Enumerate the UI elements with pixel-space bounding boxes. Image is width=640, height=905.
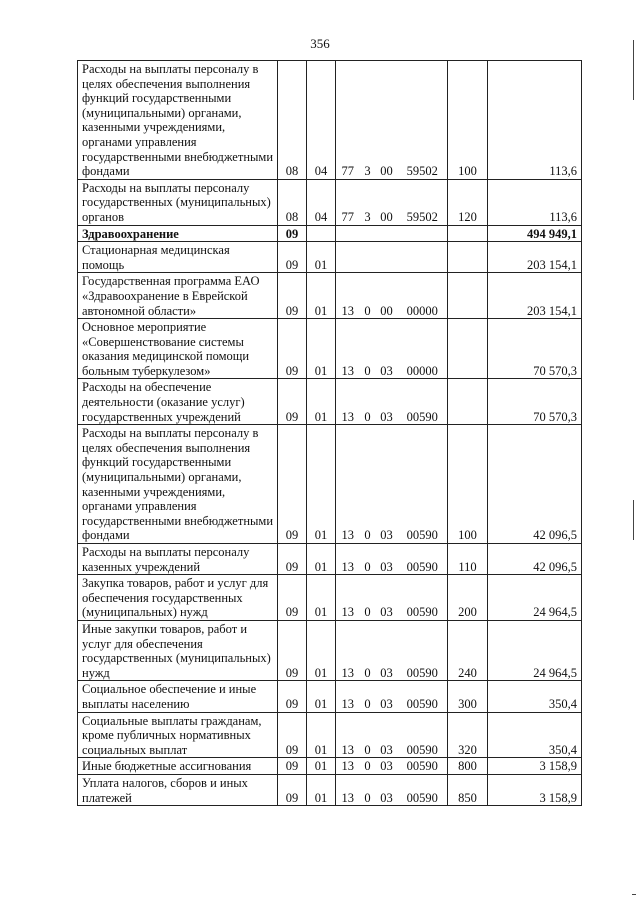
section-code-cell: 09 — [278, 379, 307, 425]
program-code-cell — [336, 225, 360, 242]
subsection-code-cell: 01 — [307, 774, 336, 805]
row-name-cell: Основное мероприятие «Совершенствование системы оказания медицинской помощи больным туберкулезом» — [78, 319, 278, 379]
article-code-cell: 00590 — [398, 575, 448, 621]
program-code-cell: 13 — [336, 273, 360, 319]
amount-cell: 3 158,9 — [488, 758, 582, 775]
article-code-cell: 59502 — [398, 179, 448, 225]
subprogram-code-cell: 03 — [376, 712, 398, 758]
table-row — [78, 273, 582, 319]
subsection-code-cell — [307, 225, 336, 242]
row-name-cell: Социальное обеспечение и иные выплаты населению — [78, 681, 278, 712]
amount-cell: 113,6 — [488, 61, 582, 180]
row-name-cell: Расходы на обеспечение деятельности (оказание услуг) государственных учреждений — [78, 379, 278, 425]
section-code-cell: 08 — [278, 61, 307, 180]
article-code-cell: 00590 — [398, 620, 448, 680]
program-code-cell: 13 — [336, 319, 360, 379]
subsection-code-cell: 01 — [307, 681, 336, 712]
expense-type-cell — [448, 242, 488, 273]
subsection-code-cell: 01 — [307, 712, 336, 758]
table-row — [78, 544, 582, 575]
row-name-cell: Расходы на выплаты персоналу в целях обеспечения выполнения функций государственными (муниципальными) органами, казенными учреждениями, органами управления государственными внебюджетными фондами — [78, 425, 278, 544]
subsection-code-cell: 01 — [307, 544, 336, 575]
amount-cell: 203 154,1 — [488, 242, 582, 273]
program-code-cell — [336, 242, 360, 273]
row-name-cell: Стационарная медицинская помощь — [78, 242, 278, 273]
row-name-cell: Социальные выплаты гражданам, кроме публичных нормативных социальных выплат — [78, 712, 278, 758]
expense-type-cell: 800 — [448, 758, 488, 775]
section-code-cell: 09 — [278, 575, 307, 621]
table-row — [78, 575, 582, 621]
program-code-cell: 77 — [336, 61, 360, 180]
subprogram-code-cell: 00 — [376, 61, 398, 180]
expense-type-cell: 240 — [448, 620, 488, 680]
expense-type-cell — [448, 225, 488, 242]
subprogram-code-cell: 03 — [376, 681, 398, 712]
amount-cell: 24 964,5 — [488, 620, 582, 680]
program-code-cell: 13 — [336, 681, 360, 712]
row-name-cell: Расходы на выплаты персоналу казенных учреждений — [78, 544, 278, 575]
target-code-cell: 0 — [360, 575, 376, 621]
article-code-cell: 00590 — [398, 774, 448, 805]
subsection-code-cell: 01 — [307, 242, 336, 273]
subprogram-code-cell: 03 — [376, 379, 398, 425]
subprogram-code-cell — [376, 242, 398, 273]
target-code-cell — [360, 242, 376, 273]
section-code-cell: 09 — [278, 681, 307, 712]
program-code-cell: 13 — [336, 544, 360, 575]
section-code-cell: 09 — [278, 712, 307, 758]
subsection-code-cell: 01 — [307, 758, 336, 775]
target-code-cell: 0 — [360, 425, 376, 544]
subprogram-code-cell: 03 — [376, 758, 398, 775]
subprogram-code-cell: 03 — [376, 774, 398, 805]
section-code-cell: 09 — [278, 758, 307, 775]
target-code-cell: 3 — [360, 179, 376, 225]
section-code-cell: 08 — [278, 179, 307, 225]
subsection-code-cell: 01 — [307, 425, 336, 544]
target-code-cell — [360, 225, 376, 242]
program-code-cell: 13 — [336, 379, 360, 425]
row-name-cell: Государственная программа ЕАО «Здравоохранение в Еврейской автономной области» — [78, 273, 278, 319]
article-code-cell: 00590 — [398, 544, 448, 575]
article-code-cell — [398, 242, 448, 273]
page-number: 356 — [310, 36, 330, 51]
table-row — [78, 225, 582, 242]
amount-cell: 42 096,5 — [488, 544, 582, 575]
article-code-cell: 00590 — [398, 379, 448, 425]
amount-cell: 24 964,5 — [488, 575, 582, 621]
amount-cell: 70 570,3 — [488, 319, 582, 379]
target-code-cell: 0 — [360, 758, 376, 775]
subprogram-code-cell: 00 — [376, 273, 398, 319]
subsection-code-cell: 01 — [307, 379, 336, 425]
amount-cell: 203 154,1 — [488, 273, 582, 319]
target-code-cell: 0 — [360, 681, 376, 712]
table-row — [78, 620, 582, 680]
article-code-cell: 00590 — [398, 425, 448, 544]
target-code-cell: 0 — [360, 620, 376, 680]
budget-table — [77, 60, 582, 806]
subsection-code-cell: 01 — [307, 620, 336, 680]
table-row — [78, 712, 582, 758]
subprogram-code-cell — [376, 225, 398, 242]
article-code-cell: 59502 — [398, 61, 448, 180]
section-code-cell: 09 — [278, 242, 307, 273]
row-name-cell: Расходы на выплаты персоналу в целях обеспечения выполнения функций государственными (муниципальными) органами, казенными учреждениями, органами управления государственными внебюджетными фондами — [78, 61, 278, 180]
table-row — [78, 179, 582, 225]
amount-cell: 3 158,9 — [488, 774, 582, 805]
section-code-cell: 09 — [278, 774, 307, 805]
target-code-cell: 0 — [360, 273, 376, 319]
article-code-cell: 00590 — [398, 758, 448, 775]
subsection-code-cell: 01 — [307, 575, 336, 621]
subsection-code-cell: 01 — [307, 319, 336, 379]
row-name-cell: Иные бюджетные ассигнования — [78, 758, 278, 775]
table-body — [78, 61, 582, 806]
scan-edge-mark — [633, 40, 634, 100]
section-code-cell: 09 — [278, 225, 307, 242]
subprogram-code-cell: 00 — [376, 179, 398, 225]
target-code-cell: 0 — [360, 379, 376, 425]
expense-type-cell: 110 — [448, 544, 488, 575]
table-row — [78, 758, 582, 775]
subprogram-code-cell: 03 — [376, 319, 398, 379]
subprogram-code-cell: 03 — [376, 620, 398, 680]
expense-type-cell: 300 — [448, 681, 488, 712]
target-code-cell: 0 — [360, 319, 376, 379]
table-row — [78, 379, 582, 425]
expense-type-cell: 320 — [448, 712, 488, 758]
expense-type-cell — [448, 379, 488, 425]
subsection-code-cell: 04 — [307, 179, 336, 225]
amount-cell: 350,4 — [488, 681, 582, 712]
article-code-cell: 00590 — [398, 681, 448, 712]
subprogram-code-cell: 03 — [376, 575, 398, 621]
expense-type-cell: 850 — [448, 774, 488, 805]
subsection-code-cell: 01 — [307, 273, 336, 319]
target-code-cell: 3 — [360, 61, 376, 180]
program-code-cell: 13 — [336, 712, 360, 758]
article-code-cell — [398, 225, 448, 242]
article-code-cell: 00000 — [398, 273, 448, 319]
expense-type-cell: 200 — [448, 575, 488, 621]
program-code-cell: 13 — [336, 758, 360, 775]
program-code-cell: 13 — [336, 425, 360, 544]
row-name-cell: Иные закупки товаров, работ и услуг для обеспечения государственных (муниципальных) нужд — [78, 620, 278, 680]
amount-cell: 494 949,1 — [488, 225, 582, 242]
section-code-cell: 09 — [278, 319, 307, 379]
amount-cell: 70 570,3 — [488, 379, 582, 425]
scan-edge-mark — [633, 500, 634, 540]
table-row — [78, 425, 582, 544]
row-name-cell: Здравоохранение — [78, 225, 278, 242]
scan-edge-mark — [632, 894, 636, 895]
expense-type-cell — [448, 273, 488, 319]
program-code-cell: 77 — [336, 179, 360, 225]
program-code-cell: 13 — [336, 774, 360, 805]
subsection-code-cell: 04 — [307, 61, 336, 180]
amount-cell: 113,6 — [488, 179, 582, 225]
program-code-cell: 13 — [336, 620, 360, 680]
amount-cell: 42 096,5 — [488, 425, 582, 544]
expense-type-cell: 100 — [448, 425, 488, 544]
article-code-cell: 00590 — [398, 712, 448, 758]
row-name-cell: Закупка товаров, работ и услуг для обеспечения государственных (муниципальных) нужд — [78, 575, 278, 621]
section-code-cell: 09 — [278, 425, 307, 544]
table-row — [78, 242, 582, 273]
expense-type-cell: 100 — [448, 61, 488, 180]
table-row — [78, 774, 582, 805]
section-code-cell: 09 — [278, 620, 307, 680]
amount-cell: 350,4 — [488, 712, 582, 758]
expense-type-cell: 120 — [448, 179, 488, 225]
subprogram-code-cell: 03 — [376, 425, 398, 544]
section-code-cell: 09 — [278, 544, 307, 575]
target-code-cell: 0 — [360, 544, 376, 575]
subprogram-code-cell: 03 — [376, 544, 398, 575]
program-code-cell: 13 — [336, 575, 360, 621]
article-code-cell: 00000 — [398, 319, 448, 379]
section-code-cell: 09 — [278, 273, 307, 319]
expense-type-cell — [448, 319, 488, 379]
row-name-cell: Уплата налогов, сборов и иных платежей — [78, 774, 278, 805]
target-code-cell: 0 — [360, 712, 376, 758]
target-code-cell: 0 — [360, 774, 376, 805]
row-name-cell: Расходы на выплаты персоналу государственных (муниципальных) органов — [78, 179, 278, 225]
table-row — [78, 681, 582, 712]
table-row — [78, 61, 582, 180]
table-row — [78, 319, 582, 379]
